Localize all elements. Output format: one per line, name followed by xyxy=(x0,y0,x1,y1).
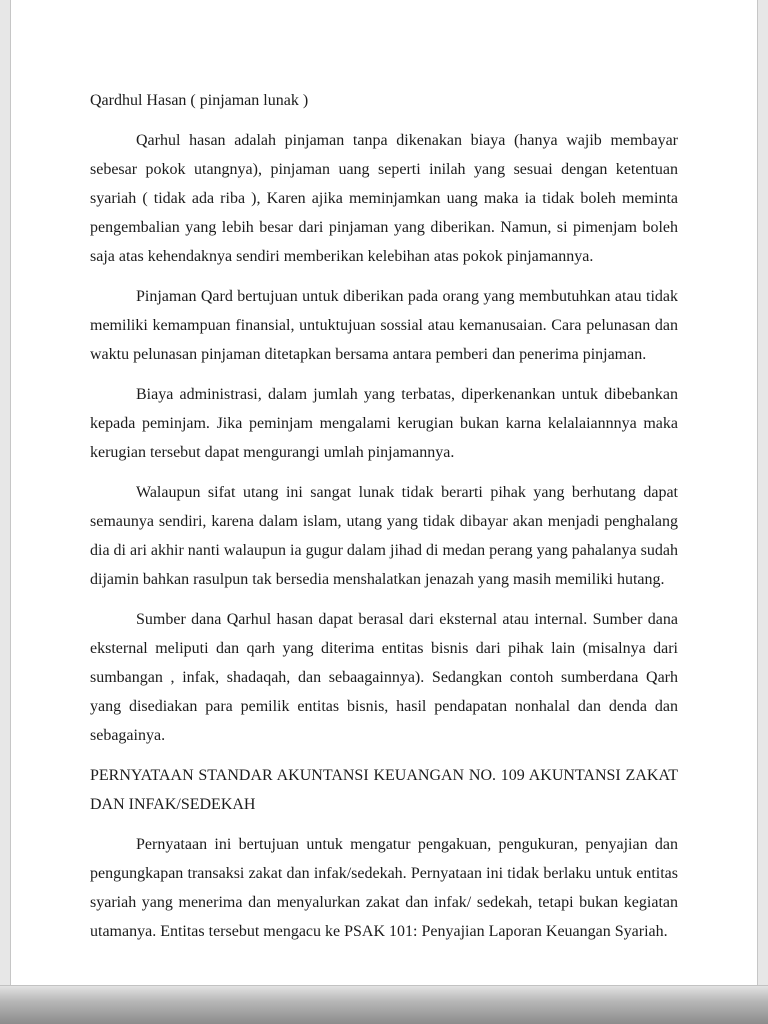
page-bottom-shade xyxy=(0,985,768,1024)
paragraph-sumber-dana: Sumber dana Qarhul hasan dapat berasal dari eksternal atau internal. Sumber dana eksternal meliputi dan qarh yang diterima entitas bisnis dari pihak lain (misalnya dari sumbangan , infak, shadaqah, dan sebaagainnya). Sedangkan contoh sumberdana Qarh yang disediakan para pemilik entitas bisnis, hasil pendapatan nonhalal dan denda dan sebagainya. xyxy=(90,611,678,744)
page-right-margin-shade xyxy=(757,0,768,986)
paragraph-pernyataan-tujuan: Pernyataan ini bertujuan untuk mengatur pengakuan, pengukuran, penyajian dan pengungkapan transaksi zakat dan infak/sedekah. Pernyataan ini tidak berlaku untuk entitas syariah yang menerima dan menyalurkan zakat dan infak/ sedekah, tetapi bukan kegiatan utamanya. Entitas tersebut mengacu ke PSAK 101: Penyajian Laporan Keuangan Syariah. xyxy=(90,836,678,940)
paragraph-sifat-utang: Walaupun sifat utang ini sangat lunak tidak berarti pihak yang berhutang dapat semaunya sendiri, karena dalam islam, utang yang tidak dibayar akan menjadi penghalang dia di ari akhir nanti walaupun ia gugur dalam jihad di medan perang yang pahalanya sudah dijamin bahkan rasulpun tak bersedia menshalatkan jenazah yang masih memiliki hutang. xyxy=(90,484,678,588)
section-heading-psak-109: PERNYATAAN STANDAR AKUNTANSI KEUANGAN NO. 109 AKUNTANSI ZAKAT DAN INFAK/SEDEKAH xyxy=(90,767,678,813)
document-body xyxy=(90,86,678,957)
document-title: Qardhul Hasan ( pinjaman lunak ) xyxy=(90,92,309,109)
page-left-margin-shade xyxy=(0,0,11,986)
paragraph-qardhul-definition: Qarhul hasan adalah pinjaman tanpa dikenakan biaya (hanya wajib membayar sebesar pokok utangnya), pinjaman uang seperti inilah yang sesuai dengan ketentuan syariah ( tidak ada riba ), Karen ajika meminjamkan uang maka ia tidak boleh meminta pengembalian yang lebih besar dari pinjaman yang diberikan. Namun, si pimenjam boleh saja atas kehendaknya sendiri memberikan kelebihan atas pokok pinjamannya. xyxy=(90,132,678,265)
paragraph-biaya-administrasi: Biaya administrasi, dalam jumlah yang terbatas, diperkenankan untuk dibebankan kepada peminjam. Jika peminjam mengalami kerugian bukan karna kelalaiannnya maka kerugian tersebut dapat mengurangi umlah pinjamannya. xyxy=(90,386,678,461)
paragraph-pinjaman-qard-purpose: Pinjaman Qard bertujuan untuk diberikan pada orang yang membutuhkan atau tidak memiliki kemampuan finansial, untuktujuan sossial atau kemanusaian. Cara pelunasan dan waktu pelunasan pinjaman ditetapkan bersama antara pemberi dan penerima pinjaman. xyxy=(90,288,678,363)
